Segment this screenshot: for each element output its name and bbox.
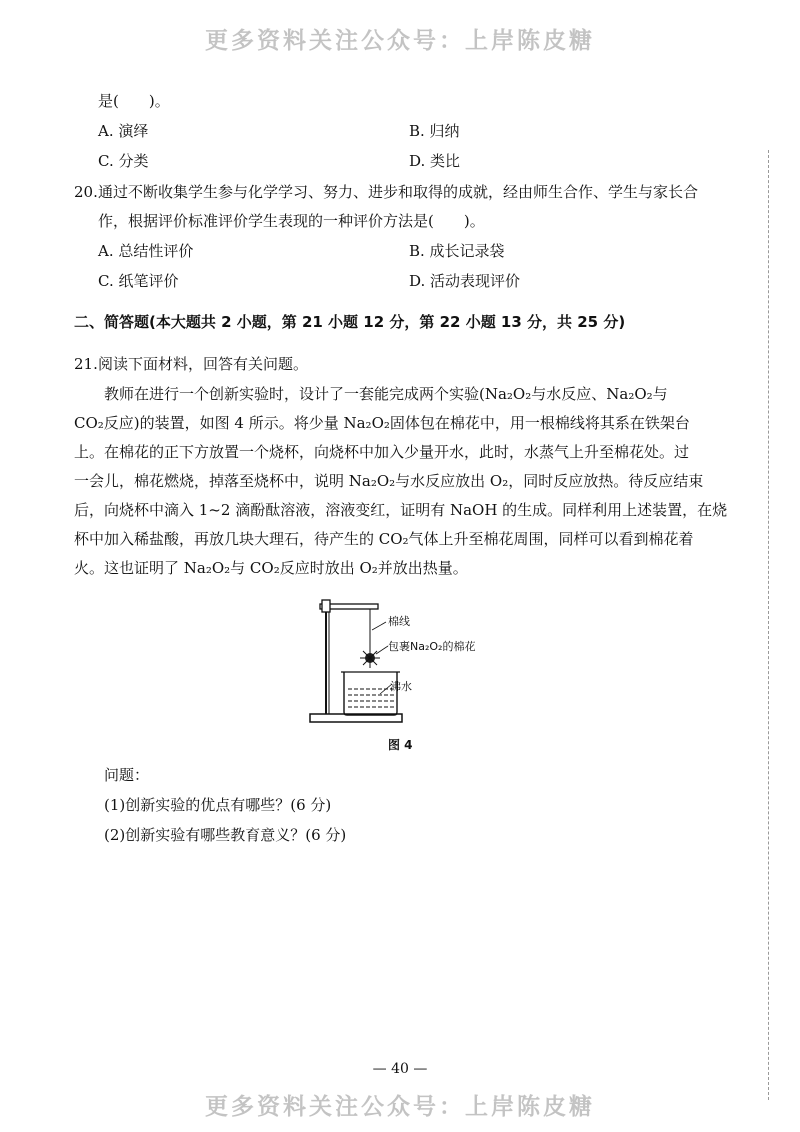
- q20-option-d: D. 活动表现评价: [409, 272, 521, 290]
- q19-option-a: A. 演绎: [98, 122, 149, 140]
- q19-option-b: B. 归纳: [409, 122, 460, 140]
- material-line-6: 杯中加入稀盐酸，再放几块大理石，待产生的 CO₂气体上升至棉花周围，同样可以看到棉花着: [74, 530, 694, 548]
- q19-option-d: D. 类比: [409, 152, 461, 170]
- sub-question-1: (1)创新实验的优点有哪些？(6 分): [104, 796, 332, 814]
- material-line-1: 教师在进行一个创新实验时，设计了一套能完成两个实验(Na₂O₂与水反应、Na₂O₂与: [104, 385, 668, 403]
- q21-number: 21.: [74, 355, 98, 373]
- q20-line2: 作，根据评价标准评价学生表现的一种评价方法是( )。: [98, 212, 485, 230]
- cotton-ball: [360, 648, 380, 668]
- questions-label: 问题：: [104, 766, 150, 784]
- material-line-4: 一会儿，棉花燃烧，掉落至烧杯中，说明 Na₂O₂与水反应放出 O₂，同时反应放热。待反应结束: [74, 472, 704, 490]
- sub-question-2: (2)创新实验有哪些教育意义？(6 分): [104, 826, 347, 844]
- material-line-3: 上。在棉花的正下方放置一个烧杯，向烧杯中加入少量开水，此时，水蒸气上升至棉花处。过: [74, 443, 690, 461]
- q20-option-a: A. 总结性评价: [98, 242, 194, 260]
- page-number: — 40 —: [372, 1061, 428, 1077]
- q20-line1: 通过不断收集学生参与化学学习、努力、进步和取得的成就，经由师生合作、学生与家长合: [98, 183, 699, 201]
- material-line-5: 后，向烧杯中滴入 1~2 滴酚酞溶液，溶液变红，证明有 NaOH 的生成。同样利用上述装置，在烧: [74, 501, 728, 519]
- q21-intro: 阅读下面材料，回答有关问题。: [98, 355, 309, 373]
- material-line-2: CO₂反应)的装置，如图 4 所示。将少量 Na₂O₂固体包在棉花中，用一根棉线将其系在铁架台: [74, 414, 690, 432]
- boiling-water: [348, 689, 394, 707]
- material-line-7: 火。这也证明了 Na₂O₂与 CO₂反应时放出 O₂并放出热量。: [74, 559, 468, 577]
- watermark-top: 更多资料关注公众号：上岸陈皮糖: [205, 28, 595, 54]
- label-water: 沸水: [390, 680, 412, 693]
- q20-option-b: B. 成长记录袋: [409, 242, 505, 260]
- q19-option-c: C. 分类: [98, 152, 149, 170]
- label-thread: 棉线: [388, 615, 410, 628]
- label-cotton: 包裹Na₂O₂的棉花: [388, 640, 476, 653]
- q20-number: 20.: [74, 183, 98, 201]
- scan-edge-line: [768, 150, 770, 1100]
- q19-tail: 是( )。: [98, 92, 170, 110]
- figure-caption: 图 4: [388, 738, 413, 752]
- section-title: 二、简答题(本大题共 2 小题，第 21 小题 12 分，第 22 小题 13 分，共 25 分): [74, 313, 626, 331]
- watermark-bottom: 更多资料关注公众号：上岸陈皮糖: [205, 1094, 595, 1120]
- q20-option-c: C. 纸笔评价: [98, 272, 179, 290]
